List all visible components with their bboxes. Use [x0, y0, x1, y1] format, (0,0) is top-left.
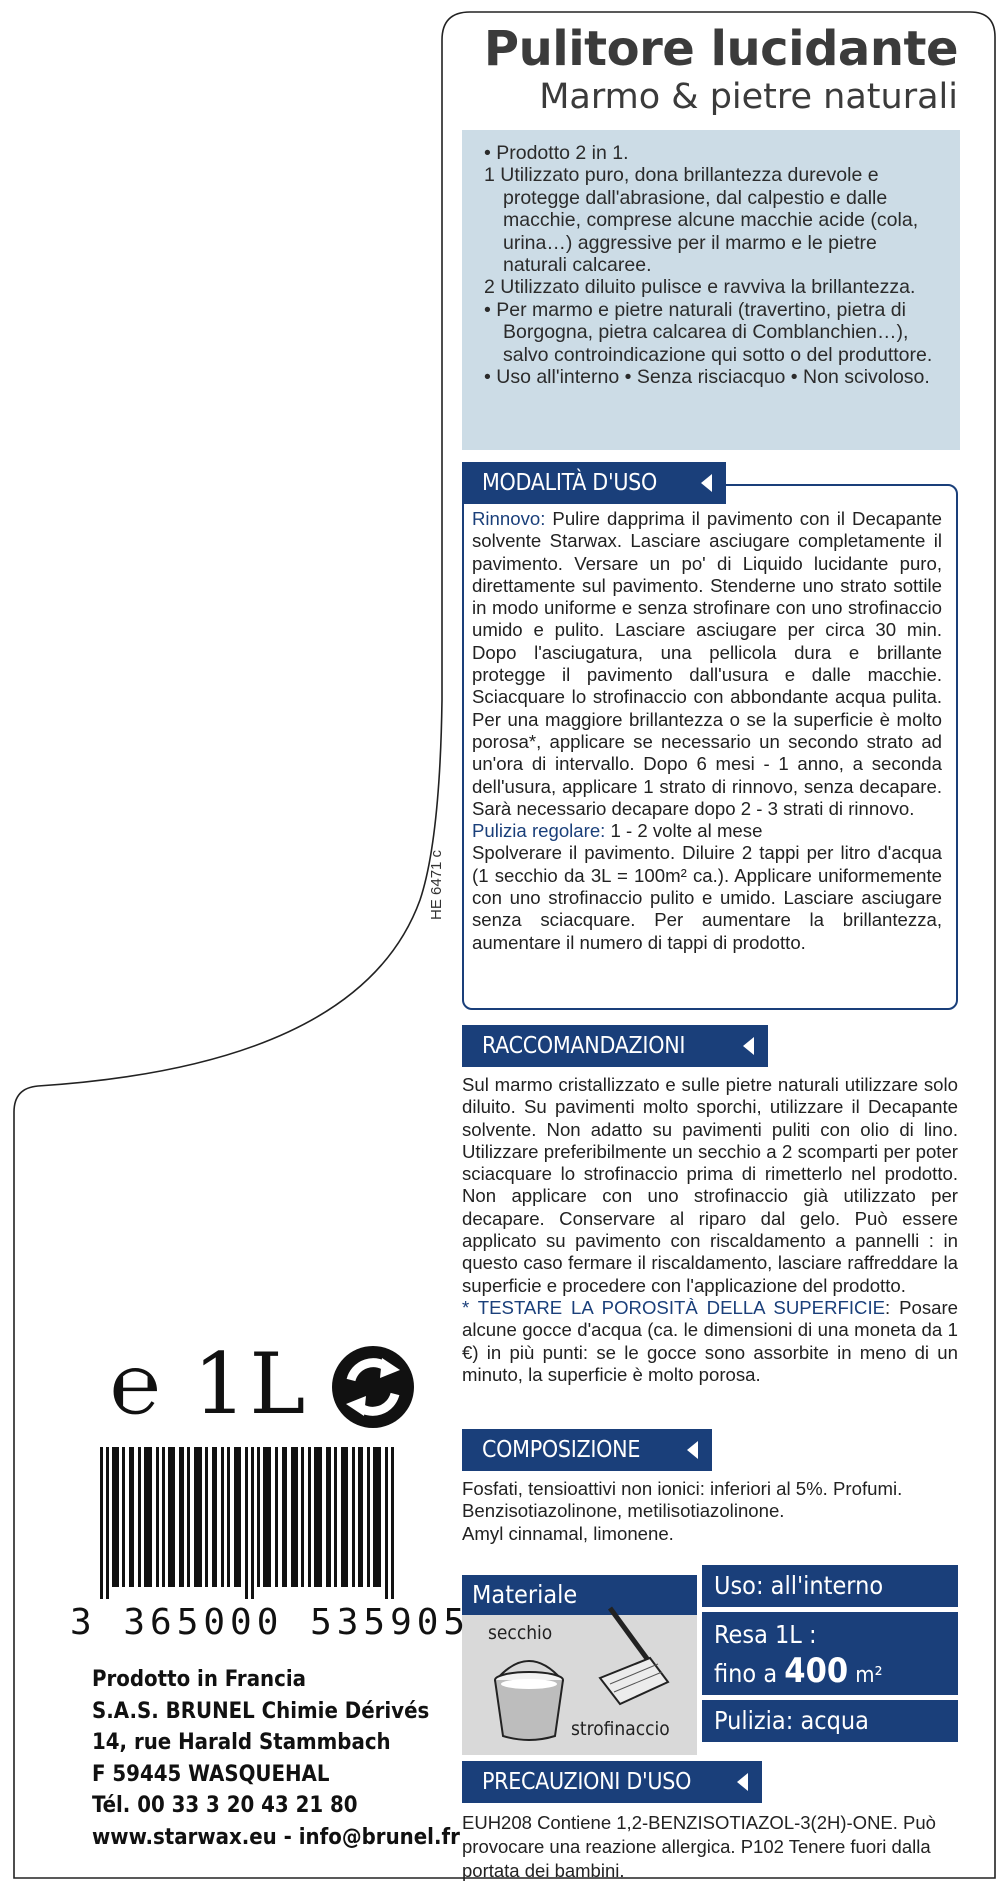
regular-text: Spolverare il pavimento. Diluire 2 tappi per litro d'acqua (1 secchio da 3L = 100m² ca.). Applicare uniformemente con uno strofinaccio pulito e umido. Lasciare asciugare senza sciacquare. Per aumentare la brillantezza, aumentare il numero di tappi di prodotto. [472, 842, 942, 953]
renew-text: Pulire dapprima il pavimento con il Decapante solvente Starwax. Lasciare asciugare completamente il pavimento. Versare un po' di Liquido lucidante puro, direttamente sul pavimento. Stenderne uno strato sottile in modo uniforme e senza strofinare con uno strofinaccio umido e pulito. Lasciare asciugare per circa 30 min. Dopo l'asciugatura, una pellicola dura e brillante protegge il pavimento dall'usura e dalle macchie. Sciacquare lo strofinaccio con abbondante acqua pulita. Per una maggiore brillantezza o se la superficie è molto porosa*, applicare se necessario un secondo strato ad un'ora di intervallo. Dopo 6 mesi - 1 anno, a seconda dell'usura, applicare 1 strato di rinnovo, senza decapare. Sarà necessario decapare dopo 2 - 3 strati di rinnovo. [472, 508, 942, 819]
intro-item: 2 Utilizzato diluito pulisce e ravviva la brillantezza. [484, 276, 916, 299]
yield-label: Resa 1L : [714, 1620, 817, 1649]
use-cell: Uso: all'interno [702, 1565, 958, 1607]
manufacturer-address [92, 1664, 460, 1853]
composition-line: Amyl cinnamal, limonene. [462, 1522, 674, 1544]
porosity-label: * TESTARE LA POROSITÀ DELLA SUPERFICIE [462, 1296, 886, 1318]
intro-item: 1 Utilizzato puro, dona brillantezza durevole e protegge dall'abrasione, dal calpestio e dalle macchie, comprese alcune macchie acide (cola, urina…) aggressive per il marmo e le pietre naturali calcaree. [484, 164, 919, 277]
usage-header-label: MODALITÀ D'USO [482, 470, 658, 496]
usage-header [462, 462, 726, 504]
volume-mark: ℮ 1L [110, 1335, 309, 1433]
side-code: HE 6471 c [428, 849, 445, 920]
recommendations-header [462, 1025, 768, 1067]
usage-text [472, 508, 942, 954]
cloth-label: strofinaccio [571, 1718, 670, 1740]
triangle-left-icon [737, 1773, 748, 1791]
material-header: Materiale [462, 1575, 697, 1615]
address-line: Prodotto in Francia [92, 1667, 306, 1692]
renew-label: Rinnovo: [472, 508, 546, 529]
address-phone: Tél. 00 33 3 20 43 21 80 [92, 1793, 358, 1818]
triangle-left-icon [743, 1037, 754, 1055]
cleaning-cell: Pulizia: acqua [702, 1700, 958, 1742]
yield-cell [702, 1612, 958, 1695]
barcode-number: 3 365000 535905 [70, 1602, 471, 1643]
composition-line: Benzisotiazolinone, metilisotiazolinone. [462, 1500, 785, 1522]
triangle-left-icon [701, 474, 712, 492]
green-dot-icon [328, 1342, 418, 1432]
address-line: 14, rue Harald Stammbach [92, 1730, 391, 1755]
porosity-text: : Posare alcune gocce d'acqua (ca. le dimensioni di una moneta da 1 €) in più punti: se le gocce sono assorbite in meno di un minuto, la superficie è molto porosa. [462, 1296, 958, 1385]
recommendations-header-label: RACCOMANDAZIONI [482, 1033, 686, 1059]
intro-item: • Uso all'interno • Senza risciacquo • Non scivoloso. [484, 366, 930, 389]
precautions-header [462, 1761, 762, 1803]
regular-frequency: 1 - 2 volte al mese [605, 820, 763, 842]
precautions-header-label: PRECAUZIONI D'USO [482, 1769, 692, 1795]
intro-box [462, 130, 960, 450]
yield-prefix: fino a [714, 1659, 778, 1688]
yield-unit: m² [855, 1663, 883, 1688]
recommendations-body: Sul marmo cristallizzato e sulle pietre naturali utilizzare solo diluito. Su pavimenti molto sporchi, utilizzare il Decapante solvente. Non adatto su pavimenti puliti con olio di lino. Utilizzare preferibilmente un secchio a 2 scomparti per poter sciacquare lo strofinaccio prima di rimetterlo nel prodotto. Non applicare con uno strofinaccio già utilizzato per decapare. Conservare al riparo dal gelo. Può essere applicato su pavimento con riscaldamento a pannelli : in questo caso fermare il riscaldamento, lasciare raffreddare la superficie e procedere con l'applicazione del prodotto. [462, 1074, 958, 1296]
product-subtitle: Marmo & pietre naturali [539, 77, 958, 117]
mop-icon [580, 1600, 690, 1710]
composition-header-label: COMPOSIZIONE [482, 1437, 641, 1463]
triangle-left-icon [687, 1441, 698, 1459]
address-web: www.starwax.eu - info@brunel.fr [92, 1824, 460, 1850]
precautions-text: EUH208 Contiene 1,2-BENZISOTIAZOL-3(2H)-ONE. Può provocare una reazione allergica. P102 Tenere fuori dalla portata dei bambini. [462, 1812, 936, 1881]
composition-text [462, 1478, 958, 1545]
intro-item: • Per marmo e pietre naturali (travertino, pietra di Borgogna, pietra calcarea di Comblanchien…), salvo controindicazione qui sotto o del produttore. [484, 298, 933, 366]
yield-amount [714, 1652, 958, 1695]
intro-item: • Prodotto 2 in 1. [484, 142, 629, 164]
product-title: Pulitore lucidante [483, 21, 958, 77]
bucket-label: secchio [488, 1622, 553, 1644]
composition-header [462, 1429, 712, 1471]
recommendations-text [462, 1074, 958, 1386]
address-line: S.A.S. BRUNEL Chimie Dérivés [92, 1698, 430, 1724]
bucket-icon [484, 1650, 574, 1745]
regular-label: Pulizia regolare: [472, 820, 606, 842]
product-title-block [484, 22, 958, 118]
yield-value: 400 [784, 1651, 849, 1691]
address-line: F 59445 WASQUEHAL [92, 1761, 330, 1787]
composition-line: Fosfati, tensioattivi non ionici: inferiori al 5%. Profumi. [462, 1478, 903, 1499]
barcode [100, 1447, 400, 1599]
